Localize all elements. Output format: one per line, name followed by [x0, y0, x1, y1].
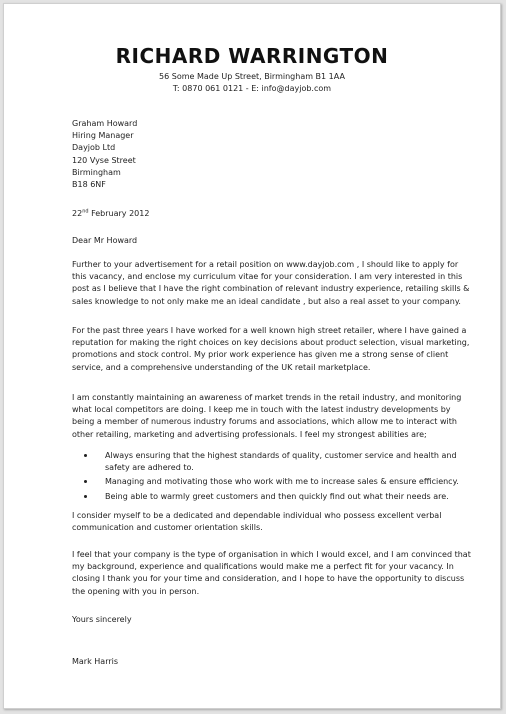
- sender-name: RICHARD WARRINGTON: [115, 44, 389, 68]
- recipient-line: Birmingham: [72, 167, 121, 177]
- closing-phrase: Yours sincerely: [72, 615, 132, 624]
- letter-page: [3, 3, 501, 709]
- bullet-icon: [84, 454, 87, 457]
- bullet-icon: [84, 480, 87, 483]
- list-item: Managing and motivating those who work with me to increase sales & ensure efficiency.: [72, 476, 452, 488]
- salutation: Dear Mr Howard: [72, 236, 138, 245]
- sender-address: 56 Some Made Up Street, Birmingham B1 1AA: [159, 72, 345, 81]
- paragraph-experience: For the past three years I have worked for a well known high street retailer, where I have gained a reputation for making the right choices on key decisions about product selection, visual marketing, promotions and stock control. My prior work experience has given me a strong sense of client service, and a comprehensive understanding of the UK retail marketplace.: [72, 326, 470, 372]
- signature-name: Mark Harris: [72, 657, 119, 666]
- recipient-line: Dayjob Ltd: [72, 143, 116, 153]
- paragraph-dedication: I consider myself to be a dedicated and dependable individual who possess excellent verbal communication and customer orientation skills.: [72, 511, 442, 533]
- paragraph-market-awareness: I am constantly maintaining an awareness of market trends in the retail industry, and monitoring what local competitors are doing. I keep me in touch with the latest industry developments by being a member of numerous industry forums and associations, which allow me to interact with other retailing, marketing and advertising professionals. I feel my strongest abilities are;: [72, 393, 462, 439]
- letter-date: 22nd February 2012: [72, 208, 150, 218]
- list-item: Being able to warmly greet customers and then quickly find out what their needs are.: [72, 491, 452, 503]
- abilities-list: [72, 450, 459, 505]
- recipient-line: Graham Howard: [72, 119, 138, 128]
- list-item: Always ensuring that the highest standards of quality, customer service and health and safety are adhered to.: [72, 450, 452, 474]
- recipient-address: [72, 118, 448, 191]
- bullet-icon: [84, 495, 87, 498]
- recipient-line: 120 Vyse Street: [72, 155, 136, 165]
- recipient-line: Hiring Manager: [72, 131, 134, 141]
- paragraph-intro: Further to your advertisement for a retail position on www.dayjob.com , I should like to apply for this vacancy, and enclose my curriculum vitae for your consideration. I am very interested in this post as I believe that I have the right combination of relevant industry experience, retailing skills & sales knowledge to not only make me an ideal candidate , but also a real asset to your company.: [72, 260, 470, 306]
- recipient-line: B18 6NF: [72, 180, 106, 190]
- sender-contact: T: 0870 061 0121 - E: info@dayjob.com: [172, 84, 332, 93]
- date-ordinal: nd: [82, 208, 89, 215]
- paragraph-closing: I feel that your company is the type of organisation in which I would excel, and I am convinced that my background, experience and qualifications would make me a perfect fit for your vacancy. In closing I thank you for your time and consideration, and I hope to have the opportunity to discuss the opening with you in person.: [72, 550, 471, 596]
